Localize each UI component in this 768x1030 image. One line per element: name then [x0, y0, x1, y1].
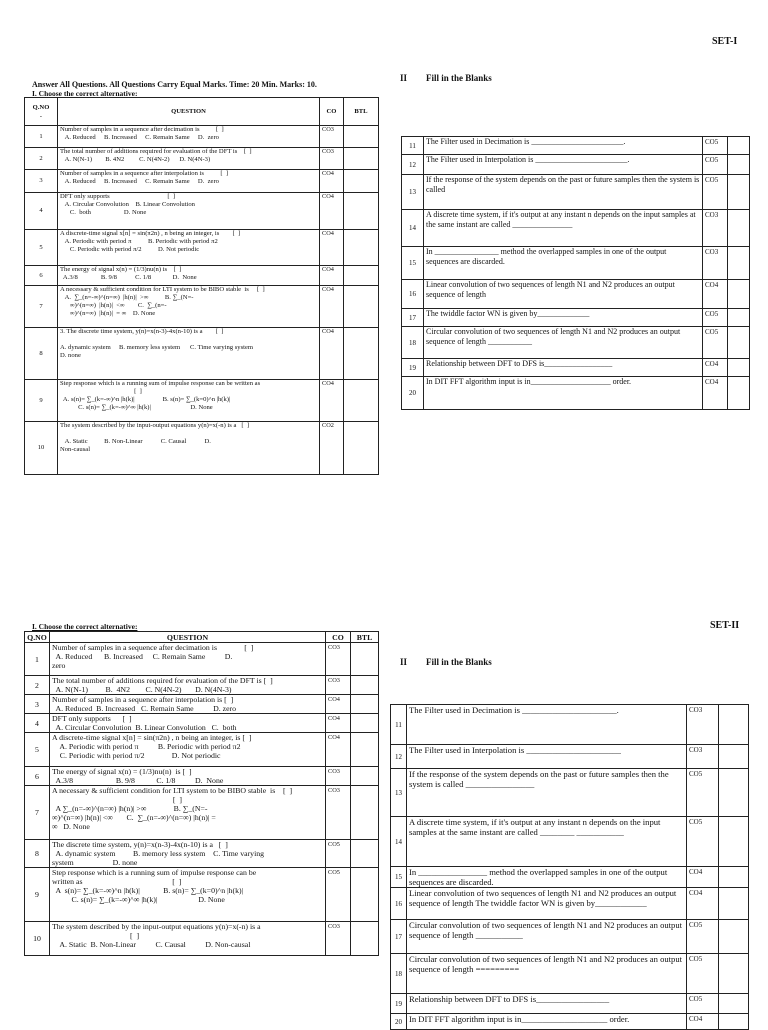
set-label: SET-II	[710, 620, 740, 631]
question-cell	[50, 922, 326, 956]
question-text: The Filter used in Interpolation is _______________________.	[424, 155, 703, 175]
question-text: In ________________ method the overlapped samples in one of the output sequences are discarded.	[407, 867, 687, 888]
answer-options: A.3/8 B. 9/8 C. 1/8 D. None	[52, 776, 224, 785]
btl-cell	[351, 922, 379, 956]
table-row	[402, 327, 750, 359]
question-cell	[58, 148, 320, 170]
question-cell	[50, 868, 326, 922]
question-number: 12	[402, 155, 424, 175]
question-cell	[50, 643, 326, 676]
co-cell: CO4	[687, 867, 719, 888]
btl-cell	[728, 309, 750, 327]
btl-cell	[351, 733, 379, 767]
section-number: II	[400, 73, 408, 83]
question-text: The Filter used in Decimation is ______________________.	[407, 705, 687, 745]
btl-cell	[728, 175, 750, 210]
question-text: A discrete time system, if it's output at any instant n depends on the input samples at the same instant are called _______________	[424, 210, 703, 247]
question-number: 17	[391, 920, 407, 954]
btl-cell	[719, 954, 749, 994]
table-row	[25, 230, 379, 266]
co-header: CO	[320, 98, 344, 126]
question-text: Linear convolution of two sequences of length N1 and N2 produces an output sequence of length	[424, 280, 703, 309]
co-cell: CO5	[703, 327, 728, 359]
btl-cell	[719, 994, 749, 1014]
co-cell: CO4	[703, 377, 728, 410]
question-text: The energy of signal x(n) = (1/3)nu(n) is [ ]	[52, 767, 192, 776]
question-text: The total number of additions required for evaluation of the DFT is [ ]	[52, 676, 273, 685]
table-row	[391, 817, 749, 867]
co-cell: CO4	[687, 888, 719, 920]
table-row	[25, 422, 379, 475]
co-cell: CO5	[687, 769, 719, 817]
table-row	[402, 137, 750, 155]
question-number: 18	[402, 327, 424, 359]
co-cell: CO5	[326, 868, 351, 922]
question-number: 20	[391, 1014, 407, 1030]
question-text: Step response which is a running sum of impulse response can be written as [ ]	[60, 380, 261, 395]
set-label: SET-I	[712, 36, 738, 47]
question-text: Circular convolution of two sequences of length N1 and N2 produces an output sequence of length ___________	[407, 920, 687, 954]
question-cell	[58, 170, 320, 193]
table-row	[25, 840, 379, 868]
question-number: 2	[25, 148, 58, 170]
table-row	[391, 745, 749, 769]
question-number: 5	[25, 230, 58, 266]
question-number: 7	[25, 786, 50, 840]
btl-cell	[344, 230, 379, 266]
btl-cell	[351, 840, 379, 868]
table-row	[25, 380, 379, 422]
table-row	[402, 377, 750, 410]
question-number: 18	[391, 954, 407, 994]
co-cell: CO4	[320, 286, 344, 328]
co-cell: CO4	[320, 193, 344, 230]
question-number: 8	[25, 840, 50, 868]
fill-blanks-table	[401, 136, 750, 410]
table-row	[391, 954, 749, 994]
co-cell: CO4	[320, 380, 344, 422]
table-row	[391, 769, 749, 817]
question-text: Relationship between DFT to DFS is_________________	[424, 359, 703, 377]
question-cell	[50, 695, 326, 714]
question-number: 4	[25, 193, 58, 230]
question-number: 13	[402, 175, 424, 210]
question-number: 20	[402, 377, 424, 410]
question-number: 15	[391, 867, 407, 888]
co-cell: CO4	[326, 695, 351, 714]
answer-options: A. dynamic system B. memory less system C. Time varying system D. none	[60, 344, 254, 359]
co-cell: CO3	[687, 745, 719, 769]
mcq-table	[24, 631, 379, 956]
question-number: 14	[391, 817, 407, 867]
btl-cell	[344, 328, 379, 380]
co-cell: CO4	[326, 714, 351, 733]
question-text: Circular convolution of two sequences of length N1 and N2 produces an output sequence of length ___________	[424, 327, 703, 359]
section-number: II	[400, 657, 408, 667]
section-heading: Fill in the Blanks	[426, 73, 492, 83]
answer-options: A. ∑_(n=-∞)^(n=∞) |h(n)| >∞ B. ∑_(N=- ∞)^(n=∞) |h(n)| <∞ C. ∑_(n=- ∞)^(n=∞) |h(n)| = ∞ D. None	[64, 294, 194, 317]
question-text: In DIT FFT algorithm input is in____________________ order.	[407, 1014, 687, 1030]
question-number: 6	[25, 767, 50, 786]
question-text: In ________________ method the overlapped samples in one of the output sequences are discarded.	[424, 247, 703, 280]
co-cell: CO4	[320, 328, 344, 380]
qno-header: Q.NO .	[25, 98, 58, 126]
co-cell: CO3	[320, 148, 344, 170]
co-cell: CO3	[326, 643, 351, 676]
question-text: The system described by the input-output equations y(n)=x(-n) is a [ ]	[60, 422, 250, 429]
question-number: 9	[25, 380, 58, 422]
question-number: 10	[25, 422, 58, 475]
question-text: A discrete time system, if it's output at any instant n depends on the input samples at the same instant are called ________ ___________	[407, 817, 687, 867]
btl-cell	[351, 767, 379, 786]
question-text: 3. The discrete time system, y(n)=x(n-3)-4x(n-10) is a [ ]	[60, 328, 224, 335]
btl-cell	[344, 170, 379, 193]
question-number: 12	[391, 745, 407, 769]
question-number: 1	[25, 643, 50, 676]
answer-options: A s(n)= ∑_(k=-∞)^n |h(k)| B. s(n)= ∑_(k=0)^n |h(k)| C. s(n)= ∑_(k=-∞)^∞ |h(k)| D. None	[55, 886, 244, 904]
co-cell: CO4	[320, 266, 344, 286]
question-number: 3	[25, 695, 50, 714]
table-row	[25, 695, 379, 714]
question-cell	[50, 676, 326, 695]
answer-options: A. N(N-1) B. 4N2 C. N(4N-2) D. N(4N-3)	[52, 685, 232, 694]
question-cell	[58, 380, 320, 422]
question-number: 10	[25, 922, 50, 956]
question-cell	[58, 266, 320, 286]
question-number: 5	[25, 733, 50, 767]
question-text: Number of samples in a sequence after interpolation is [ ]	[52, 695, 234, 704]
btl-cell	[728, 359, 750, 377]
btl-header: BTL	[351, 632, 379, 643]
answer-options: [ ] A ∑_(n=-∞)^(n=∞) |h(n)| >∞ B. ∑_(N=- ∞)^(n=∞) |h(n)| <∞ C. ∑_(n=-∞)^(n=∞) |h(n)| = ∞ D. None	[52, 795, 216, 831]
answer-options: A. Circular Convolution B. Linear Convolution C. both	[52, 723, 237, 732]
co-cell: CO3	[326, 922, 351, 956]
question-text: The system described by the input-output equations y(n)=x(-n) is a	[52, 922, 261, 931]
table-row	[402, 309, 750, 327]
answer-options: A. Reduced B. Increased C. Remain Same D. zero	[60, 178, 219, 185]
question-number: 14	[402, 210, 424, 247]
question-cell	[58, 230, 320, 266]
question-number: 6	[25, 266, 58, 286]
table-row	[391, 920, 749, 954]
btl-cell	[719, 888, 749, 920]
table-row	[391, 888, 749, 920]
co-cell: CO3	[326, 676, 351, 695]
question-text: Linear convolution of two sequences of length N1 and N2 produces an output sequence of length The twiddle factor WN is given by____________	[407, 888, 687, 920]
question-cell	[50, 767, 326, 786]
question-number: 2	[25, 676, 50, 695]
table-row	[391, 867, 749, 888]
co-header: CO	[326, 632, 351, 643]
table-row	[25, 676, 379, 695]
btl-cell	[351, 868, 379, 922]
question-text: A discrete-time signal x[n] = sin(π2n) , n being an integer, is [ ]	[52, 733, 252, 742]
btl-cell	[344, 148, 379, 170]
question-cell	[50, 786, 326, 840]
question-number: 19	[402, 359, 424, 377]
question-text: The discrete time system, y(n)=x(n-3)-4x(n-10) is a [ ]	[52, 840, 228, 849]
question-text: If the response of the system depends on the past or future samples then the system is called ________________	[407, 769, 687, 817]
table-row	[25, 148, 379, 170]
section-heading: I. Choose the correct alternative:	[32, 89, 138, 98]
question-cell	[50, 714, 326, 733]
btl-cell	[351, 676, 379, 695]
question-number: 1	[25, 126, 58, 148]
btl-cell	[719, 867, 749, 888]
table-row	[25, 170, 379, 193]
btl-cell	[344, 422, 379, 475]
table-row	[25, 328, 379, 380]
question-cell	[58, 328, 320, 380]
question-number: 11	[391, 705, 407, 745]
question-text: DFT only supports [ ]	[60, 193, 176, 200]
answer-options: A. dynamic system B. memory less system C. Time varying system D. none	[52, 849, 265, 867]
btl-cell	[728, 327, 750, 359]
co-cell: CO3	[687, 705, 719, 745]
question-number: 15	[402, 247, 424, 280]
answer-options: A. Static B. Non-Linear C. Causal D. Non-causal	[60, 438, 211, 453]
table-row	[402, 155, 750, 175]
table-row	[25, 286, 379, 328]
question-header: QUESTION	[58, 98, 320, 126]
btl-cell	[351, 643, 379, 676]
answer-options: A. Periodic with period π B. Periodic with period π2 C. Periodic with period π/2 D. Not periodic	[59, 742, 241, 760]
btl-cell	[719, 769, 749, 817]
table-row	[25, 786, 379, 840]
btl-cell	[344, 126, 379, 148]
question-text: In DIT FFT algorithm input is in____________________ order.	[424, 377, 703, 410]
question-number: 3	[25, 170, 58, 193]
question-number: 16	[402, 280, 424, 309]
btl-cell	[728, 155, 750, 175]
question-number: 4	[25, 714, 50, 733]
table-row	[25, 643, 379, 676]
table-row	[25, 193, 379, 230]
question-number: 13	[391, 769, 407, 817]
question-text: If the response of the system depends on the past or future samples then the system is called	[424, 175, 703, 210]
btl-cell	[728, 210, 750, 247]
btl-header: BTL	[344, 98, 379, 126]
question-header: QUESTION	[50, 632, 326, 643]
btl-cell	[351, 695, 379, 714]
btl-cell	[728, 137, 750, 155]
table-row	[391, 994, 749, 1014]
btl-cell	[351, 714, 379, 733]
table-row	[391, 1014, 749, 1030]
question-cell	[58, 286, 320, 328]
exam-instructions: Answer All Questions. All Questions Carry Equal Marks. Time: 20 Min. Marks: 10.	[32, 80, 317, 89]
table-row	[25, 266, 379, 286]
btl-cell	[719, 1014, 749, 1030]
btl-cell	[344, 286, 379, 328]
answer-options: A. Reduced B. Increased C. Remain Same D. zero	[52, 704, 237, 713]
question-cell	[58, 422, 320, 475]
table-row	[402, 210, 750, 247]
co-cell: CO4	[320, 230, 344, 266]
question-cell	[50, 840, 326, 868]
question-number: 16	[391, 888, 407, 920]
answer-options: A. Periodic with period π B. Periodic with period π2 C. Periodic with period π/2 D. Not periodic	[64, 238, 218, 253]
co-cell: CO4	[320, 170, 344, 193]
table-row	[402, 247, 750, 280]
answer-options: A. Reduced B. Increased C. Remain Same D. zero	[60, 134, 219, 141]
table-row	[25, 868, 379, 922]
question-cell	[58, 193, 320, 230]
question-text: A necessary & sufficient condition for LTI system to be BIBO stable is [ ]	[52, 786, 293, 795]
co-cell: CO5	[687, 954, 719, 994]
table-row	[25, 733, 379, 767]
btl-cell	[728, 377, 750, 410]
table-row	[25, 922, 379, 956]
question-number: 7	[25, 286, 58, 328]
co-cell: CO5	[703, 155, 728, 175]
question-text: The energy of signal x(n) = (1/3)nu(n) is [ ]	[60, 266, 182, 273]
co-cell: CO2	[320, 422, 344, 475]
table-row	[25, 767, 379, 786]
btl-cell	[351, 786, 379, 840]
question-text: The Filter used in Interpolation is ______________________	[407, 745, 687, 769]
question-text: Relationship between DFT to DFS is_________________	[407, 994, 687, 1014]
question-text: The twiddle factor WN is given by_____________	[424, 309, 703, 327]
co-cell: CO5	[687, 817, 719, 867]
co-cell: CO5	[703, 175, 728, 210]
btl-cell	[728, 247, 750, 280]
table-row	[402, 280, 750, 309]
question-cell	[58, 126, 320, 148]
answer-options: A. N(N-1) B. 4N2 C. N(4N-2) D. N(4N-3)	[60, 156, 211, 163]
table-row	[25, 714, 379, 733]
answer-options: A. Reduced B. Increased C. Remain Same D. zero	[52, 652, 233, 670]
co-cell: CO3	[326, 767, 351, 786]
question-text: The total number of additions required for evaluation of the DFT is [ ]	[60, 148, 252, 155]
table-row	[25, 126, 379, 148]
btl-cell	[719, 920, 749, 954]
co-cell: CO3	[703, 210, 728, 247]
co-cell: CO5	[703, 137, 728, 155]
section-heading: I. Choose the correct alternative:	[32, 622, 138, 631]
fill-blanks-table	[390, 704, 749, 1030]
question-text: Circular convolution of two sequences of length N1 and N2 produces an output sequence of length =========	[407, 954, 687, 994]
co-cell: CO4	[687, 1014, 719, 1030]
table-row	[391, 705, 749, 745]
co-cell: CO5	[326, 840, 351, 868]
question-text: Number of samples in a sequence after decimation is [ ]	[52, 643, 254, 652]
question-text: A necessary & sufficient condition for LTI system to be BIBO stable is [ ]	[60, 286, 265, 293]
mcq-table	[24, 97, 379, 475]
co-cell: CO5	[687, 994, 719, 1014]
question-text: DFT only supports [ ]	[52, 714, 132, 723]
question-number: 19	[391, 994, 407, 1014]
section-heading: Fill in the Blanks	[426, 657, 492, 667]
question-text: Number of samples in a sequence after interpolation is [ ]	[60, 170, 229, 177]
btl-cell	[719, 745, 749, 769]
co-cell: CO3	[326, 786, 351, 840]
co-cell: CO4	[326, 733, 351, 767]
question-text: Number of samples in a sequence after decimation is [ ]	[60, 126, 224, 133]
btl-cell	[728, 280, 750, 309]
btl-cell	[344, 193, 379, 230]
co-cell: CO4	[703, 280, 728, 309]
co-cell: CO3	[320, 126, 344, 148]
answer-options: A. s(n)= ∑_(k=-∞)^n |h(k)| B. s(n)= ∑_(k=0)^n |h(k)| C. s(n)= ∑_(k=-∞)^∞ |h(k)| D. None	[62, 396, 231, 411]
table-row	[402, 175, 750, 210]
question-number: 8	[25, 328, 58, 380]
answer-options: A.3/8 B. 9/8 C. 1/8 D. None	[60, 274, 197, 281]
question-number: 17	[402, 309, 424, 327]
question-number: 9	[25, 868, 50, 922]
question-number: 11	[402, 137, 424, 155]
table-row	[402, 359, 750, 377]
co-cell: CO3	[703, 247, 728, 280]
question-text: A discrete-time signal x[n] = sin(π2n) , n being an integer, is [ ]	[60, 230, 241, 237]
question-text: The Filter used in Decimation is _______________________.	[424, 137, 703, 155]
question-cell	[50, 733, 326, 767]
btl-cell	[344, 380, 379, 422]
question-text: Step response which is a running sum of impulse response can be written as [ ]	[52, 868, 257, 886]
answer-options: A. Circular Convolution B. Linear Convolution C. both D. None	[64, 201, 195, 216]
btl-cell	[719, 705, 749, 745]
co-cell: CO5	[703, 309, 728, 327]
btl-cell	[344, 266, 379, 286]
answer-options: [ ] A. Static B. Non-Linear C. Causal D. Non-causal	[59, 931, 251, 949]
co-cell: CO4	[703, 359, 728, 377]
co-cell: CO5	[687, 920, 719, 954]
qno-header: Q.NO	[25, 632, 50, 643]
btl-cell	[719, 817, 749, 867]
